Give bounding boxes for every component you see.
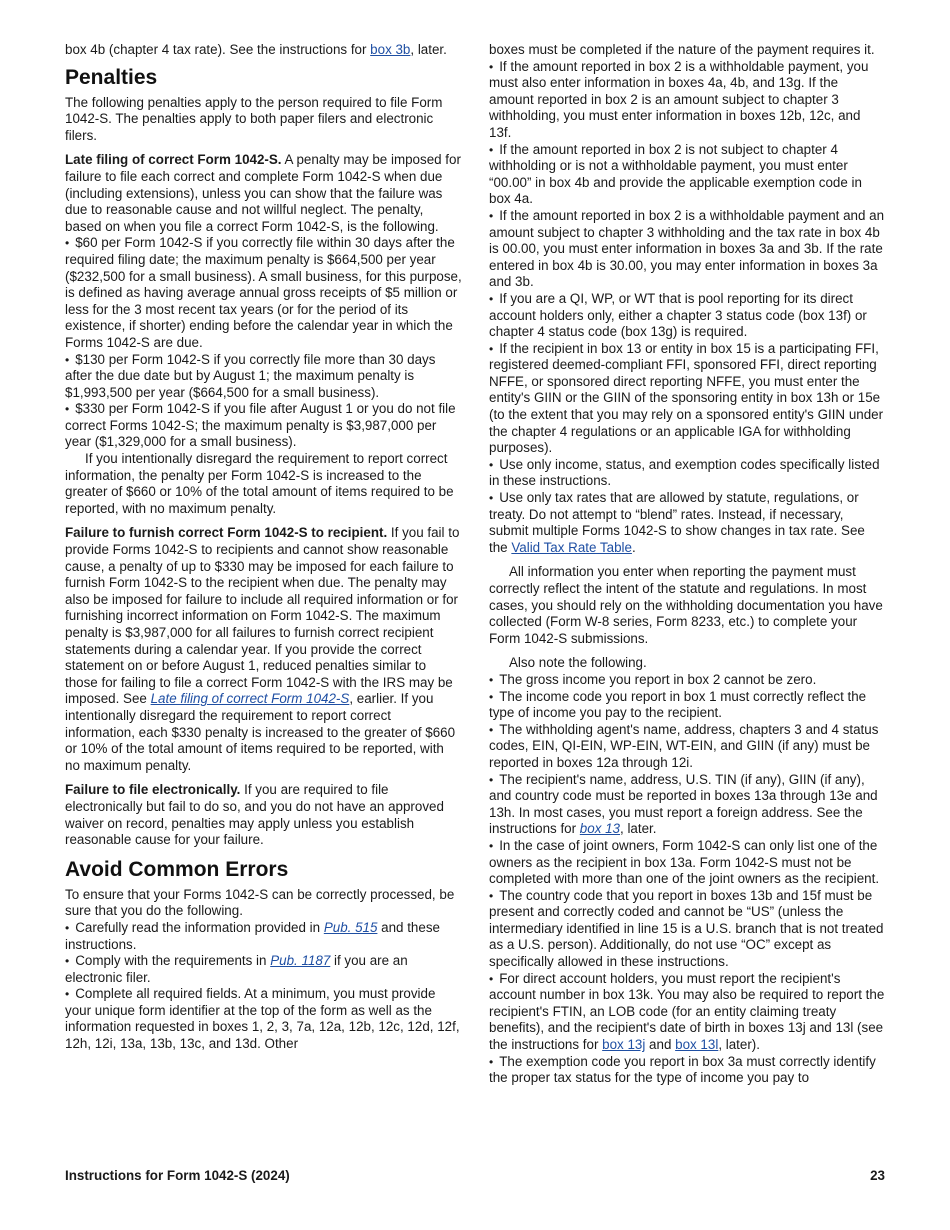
errors-intro: To ensure that your Forms 1042-S can be correctly processed, be sure that you do the following. xyxy=(65,886,455,919)
note-bullet-4: • The recipient's name, address, U.S. TIN (if any), GIIN (if any), and country code must be reported in boxes 13a through 13e and 13h. In most cases, you must report a foreign address. See the instructions for box 13, later. xyxy=(489,772,886,838)
furnish-paragraph: Failure to furnish correct Form 1042-S to recipient. If you fail to provide Forms 1042-S to recipients and cannot show reasonable cause, a penalty of up to $330 may be imposed for each failure to furnish Form 1042-S to the recipient when due. The penalty may also be imposed for failure to include all required information or for furnishing incorrect information on Form 1042-S. The maximum penalty is $3,987,000 for all failures to furnish correct recipient statements during a calendar year. If you provide the correct statement on or before August 1, reduced penalties similar to those for failing to file a correct Form 1042-S with the IRS may be imposed. See Late filing of correct Form 1042-S, earlier. If you intentionally disregard the requirement to report correct information, each $330 penalty is increased to the greater of $660 or 10% of the total amount of items required to be reported, with no maximum penalty. xyxy=(65,525,460,773)
rule-bullet-5: • If the recipient in box 13 or entity in box 15 is a participating FFI, registered deemed-compliant FFI, sponsored FFI, direct reporting NFFE, or sponsored direct reporting NFFE, you must enter the entity's GIIN or the GIIN of the sponsoring entity in box 13h or 15e (to the extent that you may rely on a sponsored entity's GIIN under the chapter 4 regulations or an applicable IGA for withholding purposes). xyxy=(489,341,886,457)
penalties-intro: The following penalties apply to the person required to file Form 1042-S. The penalties apply to both paper filers and electronic filers. xyxy=(65,94,443,143)
rule-bullet-7: • Use only tax rates that are allowed by statute, regulations, or treaty. Do not attempt to “blend” rates. Instead, if necessary, submit multiple Forms 1042-S to show changes in tax rate. See the Valid Tax Rate Table. xyxy=(489,490,886,556)
errors-bullet-3: • Complete all required fields. At a minimum, you must provide your unique form identifier at the top of the form as well as the information requested in boxes 1, 2, 3, 7a, 12a, 12b, 12c, 12d, 12f, 12h, 12i, 13a, 13b, 13c, and 13d. Other xyxy=(65,986,462,1052)
note-bullet-6: • The country code that you report in boxes 13b and 15f must be present and correctly coded and cannot be “US” (unless the intermediary identified in line 15 is a U.S. branch that is not treated as a U.S. person). Additionally, do not use “OC” except as specifically allowed in these instructions. xyxy=(489,888,886,971)
late-filing-title: Late filing of correct Form 1042-S. xyxy=(65,152,282,168)
left-column xyxy=(65,42,462,1053)
furnish-title: Failure to furnish correct Form 1042-S to recipient. xyxy=(65,525,388,541)
rule-bullet-1: • If the amount reported in box 2 is a withholdable payment, you must also enter information in boxes 4a, 4b, and 13g. If the amount reported in box 2 is an amount subject to chapter 3 withholding, you must enter information in boxes 12b, 12c, and 13f. xyxy=(489,59,886,142)
all-info-paragraph: All information you enter when reporting the payment must correctly reflect the intent of the statute and regulations. In most cases, you should rely on the withholding documentation you have collected (Form W-8 series, Form 8233, etc.) to complete your Form 1042-S submissions. xyxy=(489,564,883,646)
penalty-bullet-1: • $60 per Form 1042-S if you correctly file within 30 days after the required filing date; the maximum penalty is $664,500 per year ($232,500 for a small business). A small business, for this purpose, is defined as having average annual gross receipts of $5 million or less for the 3 most recent tax years (or for the period of its existence, if shorter) ending before the calendar year in which the Forms 1042-S are due. xyxy=(65,235,462,351)
intro-paragraph: box 4b (chapter 4 tax rate). See the instructions for box 3b, later. xyxy=(65,42,447,57)
penalties-heading: Penalties xyxy=(65,65,158,89)
intentional-paragraph: If you intentionally disregard the requirement to report correct information, the penalty per Form 1042-S is increased to the greater of $660 or 10% of the total amount of items required to be reported, with no maximum penalty. xyxy=(65,451,454,516)
rule-bullet-6: • Use only income, status, and exemption codes specifically listed in these instructions. xyxy=(489,457,886,490)
valid-tax-rate-table-link[interactable]: Valid Tax Rate Table xyxy=(511,539,632,555)
penalty-bullet-3: • $330 per Form 1042-S if you file after August 1 or you do not file correct Forms 1042-S; the maximum penalty is $3,987,000 per year ($1,329,000 for a small business). xyxy=(65,401,462,451)
rule-bullet-3: • If the amount reported in box 2 is a withholdable payment and an amount subject to chapter 3 withholding and the tax rate in box 4b is 00.00, you must enter information in boxes 3a and 3b. If the rate entered in box 4b is 30.00, you may enter information in boxes 3a and 3b. xyxy=(489,208,886,291)
box-13j-link[interactable]: box 13j xyxy=(602,1037,646,1053)
late-filing-paragraph: Late filing of correct Form 1042-S. A penalty may be imposed for failure to file each correct and complete Form 1042-S when due (including extensions), unless you can show that the failure was due to reasonable cause and not willful neglect. The penalty, based on when you file a correct Form 1042-S, is the following. xyxy=(65,152,461,234)
rule-bullet-2: • If the amount reported in box 2 is not subject to chapter 4 withholding or is not a withholdable payment, you must enter “00.00” in box 4b and provide the applicable exemption code in box 4a. xyxy=(489,142,886,208)
electronic-paragraph: Failure to file electronically. If you are required to file electronically but fail to do so, and you do not have an approved waiver on record, penalties may apply unless you establish reasonable cause for your failure. xyxy=(65,782,444,848)
note-bullet-8: • The exemption code you report in box 3a must correctly identify the proper tax status for the type of income you pay to xyxy=(489,1054,886,1087)
note-bullet-1: • The gross income you report in box 2 cannot be zero. xyxy=(489,672,886,689)
errors-bullet-1: • Carefully read the information provided in Pub. 515 and these instructions. xyxy=(65,920,462,953)
note-bullet-7: • For direct account holders, you must report the recipient's account number in box 13k. You may also be required to report the recipient's FTIN, an LOB code (for an entity claiming treaty benefits), and the recipient's date of birth in boxes 13j and 13l (see the instructions for box 13j and box 13l, later). xyxy=(489,971,886,1054)
rule-bullet-4: • If you are a QI, WP, or WT that is pool reporting for its direct account holders only, either a chapter 3 status code (box 13f) or chapter 4 status code (box 13g) is required. xyxy=(489,291,886,341)
also-note-paragraph: Also note the following. xyxy=(509,655,647,671)
right-column xyxy=(489,42,886,1087)
page-number: 23 xyxy=(870,1168,885,1183)
box-13l-link[interactable]: box 13l xyxy=(675,1037,719,1053)
late-filing-link[interactable]: Late filing of correct Form 1042-S xyxy=(150,691,350,707)
errors-bullet-2: • Comply with the requirements in Pub. 1187 if you are an electronic filer. xyxy=(65,953,462,986)
box-3b-link[interactable]: box 3b xyxy=(370,42,411,57)
continued-paragraph: boxes must be completed if the nature of the payment requires it. xyxy=(489,42,875,57)
pub-515-link[interactable]: Pub. 515 xyxy=(323,919,378,935)
note-bullet-2: • The income code you report in box 1 must correctly reflect the type of income you pay to the recipient. xyxy=(489,689,886,722)
pub-1187-link[interactable]: Pub. 1187 xyxy=(270,953,331,969)
box-13-link[interactable]: box 13 xyxy=(579,821,621,837)
penalty-bullet-2: • $130 per Form 1042-S if you correctly file more than 30 days after the due date but by August 1; the maximum penalty is $1,993,500 per year ($664,500 for a small business). xyxy=(65,352,462,402)
note-bullet-5: • In the case of joint owners, Form 1042-S can only list one of the owners as the recipient in box 13a. Form 1042-S must not be completed with more than one of the joint owners as the recipient. xyxy=(489,838,886,888)
electronic-title: Failure to file electronically. xyxy=(65,782,241,798)
avoid-errors-heading: Avoid Common Errors xyxy=(65,857,289,881)
note-bullet-3: • The withholding agent's name, address, chapters 3 and 4 status codes, EIN, QI-EIN, WP-EIN, WT-EIN, and GIIN (if any) must be reported in boxes 12a through 12i. xyxy=(489,722,886,772)
footer-title: Instructions for Form 1042-S (2024) xyxy=(65,1168,290,1183)
